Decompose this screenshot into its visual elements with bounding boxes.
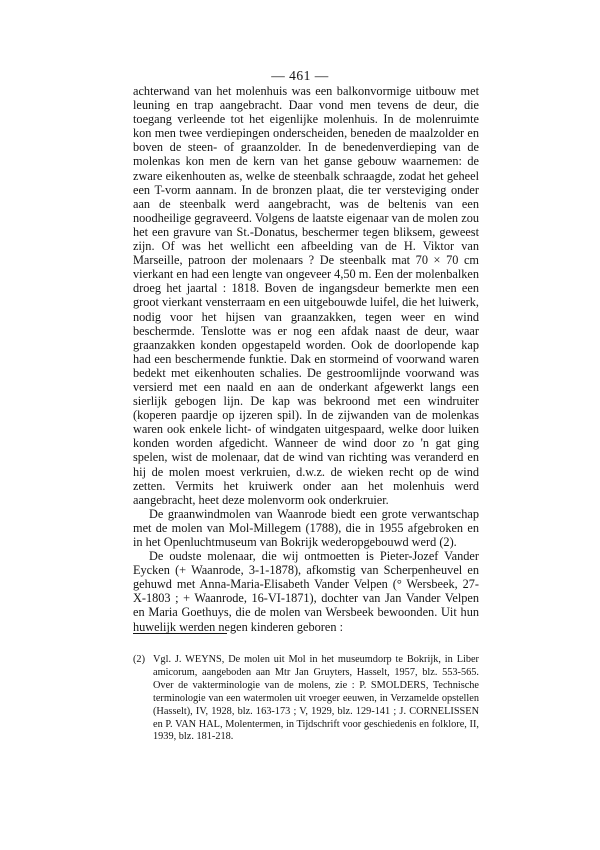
page-number: — 461 —	[271, 68, 329, 83]
footnote	[133, 654, 479, 744]
footnote-text: Vgl. J. WEYNS, De molen uit Mol in het museumdorp te Bokrijk, in Liber amicorum, aangeboden aan Mtr Jan Gruyters, Hasselt, 1957, blz. 553-565. Over de vakterminologie van de molens, zie : P. SMOLDERS, Technische terminologie van een watermolen uit vroeger eeuwen, in Verzamelde opstellen (Hasselt), IV, 1928, blz. 163-173 ; V, 1929, blz. 129-141 ; J. CORNELISSEN en P. VAN HAL, Molentermen, in Tijdschrift voor geschiedenis en folklore, II, 1939, blz. 181-218.	[153, 654, 479, 743]
paragraph-mol-millegem-comparison: De graanwindmolen van Waanrode biedt een grote verwantschap met de molen van Mol-Millegem (1788), die in 1955 afgebroken en in het Openluchtmuseum van Bokrijk wederopgebouwd werd (2).	[133, 506, 479, 549]
paragraph-oldest-miller: De oudste molenaar, die wij ontmoetten is Pieter-Jozef Vander Eycken (+ Waanrode, 3-1-1878), afkomstig van Scherpenheuvel en gehuwd met Anna-Maria-Elisabeth Vander Velpen (° Wersbeek, 27-X-1803 ; + Waanrode, 16-VI-1871), dochter van Jan Vander Velpen en Maria Goethuys, die de molen van Wersbeek bewoonden. Uit hun huwelijk werden negen kinderen geboren :	[133, 549, 479, 634]
footnote-mark: (2)	[133, 654, 146, 665]
paragraph-mill-description: achterwand van het molenhuis was een balkonvormige uitbouw met leuning en trap aangebracht. Daar vond men tevens de deur, die toegang verleende tot het eigenlijke molenhuis. In de molenruimte kon men twee verdiepingen onderscheiden, beneden de maalzolder en boven de steen- of graanzolder. In de benedenverdieping van de molenkas kon men de kern van het ganse gebouw waarnemen: de zware eikenhouten as, welke de steenbalk schraagde, zodat het geheel een T-vorm aannam. In de bronzen plaat, die ter versteviging onder aan de steenbalk werd aangebracht, was de beltenis van een noodheilige gegraveerd. Volgens de laatste eigenaar van de molen zou het een gravure van St.-Donatus, beschermer tegen bliksem, geweest zijn. Of was het wellicht een afbeelding van de H. Viktor van Marseille, patroon der molenaars ? De steenbalk mat 70 × 70 cm vierkant en had een lengte van ongeveer 4,50 m. Een der molenbalken droeg het jaartal : 1818. Boven de ingangsdeur bemerkte men een groot vierkant vensterraam en een uitgebouwde luifel, die het luiwerk, nodig voor het hijsen van graanzakken, tegen weer en wind beschermde. Tenslotte was er nog een afdak naast de deur, waar graanzakken konden opgestapeld worden. Ook de doorlopende kap had een beschermende funktie. Dak en stormeind of voorwand waren bedekt met eikenhouten schalies. De gestroomlijnde voorwand was versierd met een naald en aan de onderkant afgewerkt langs een sierlijk gebogen lijn. De kap was bekroond met een windruiter (koperen paardje op ijzeren spil). In de zijwanden van de molenkas waren ook enkele licht- of windgaten uitgespaard, welke door luiken konden worden afgedicht. Wanneer de wind door zo 'n gat ging spelen, wist de molenaar, dat de wind van richting was veranderd en hij de molen moest verkruien, d.w.z. de wieken recht op de wind zetten. Vermits het kruiwerk onder aan het molenhuis werd aangebracht, heet deze molenvorm ook onderkruier.	[133, 84, 479, 507]
body-text	[133, 84, 479, 634]
footnote-separator	[133, 633, 227, 634]
